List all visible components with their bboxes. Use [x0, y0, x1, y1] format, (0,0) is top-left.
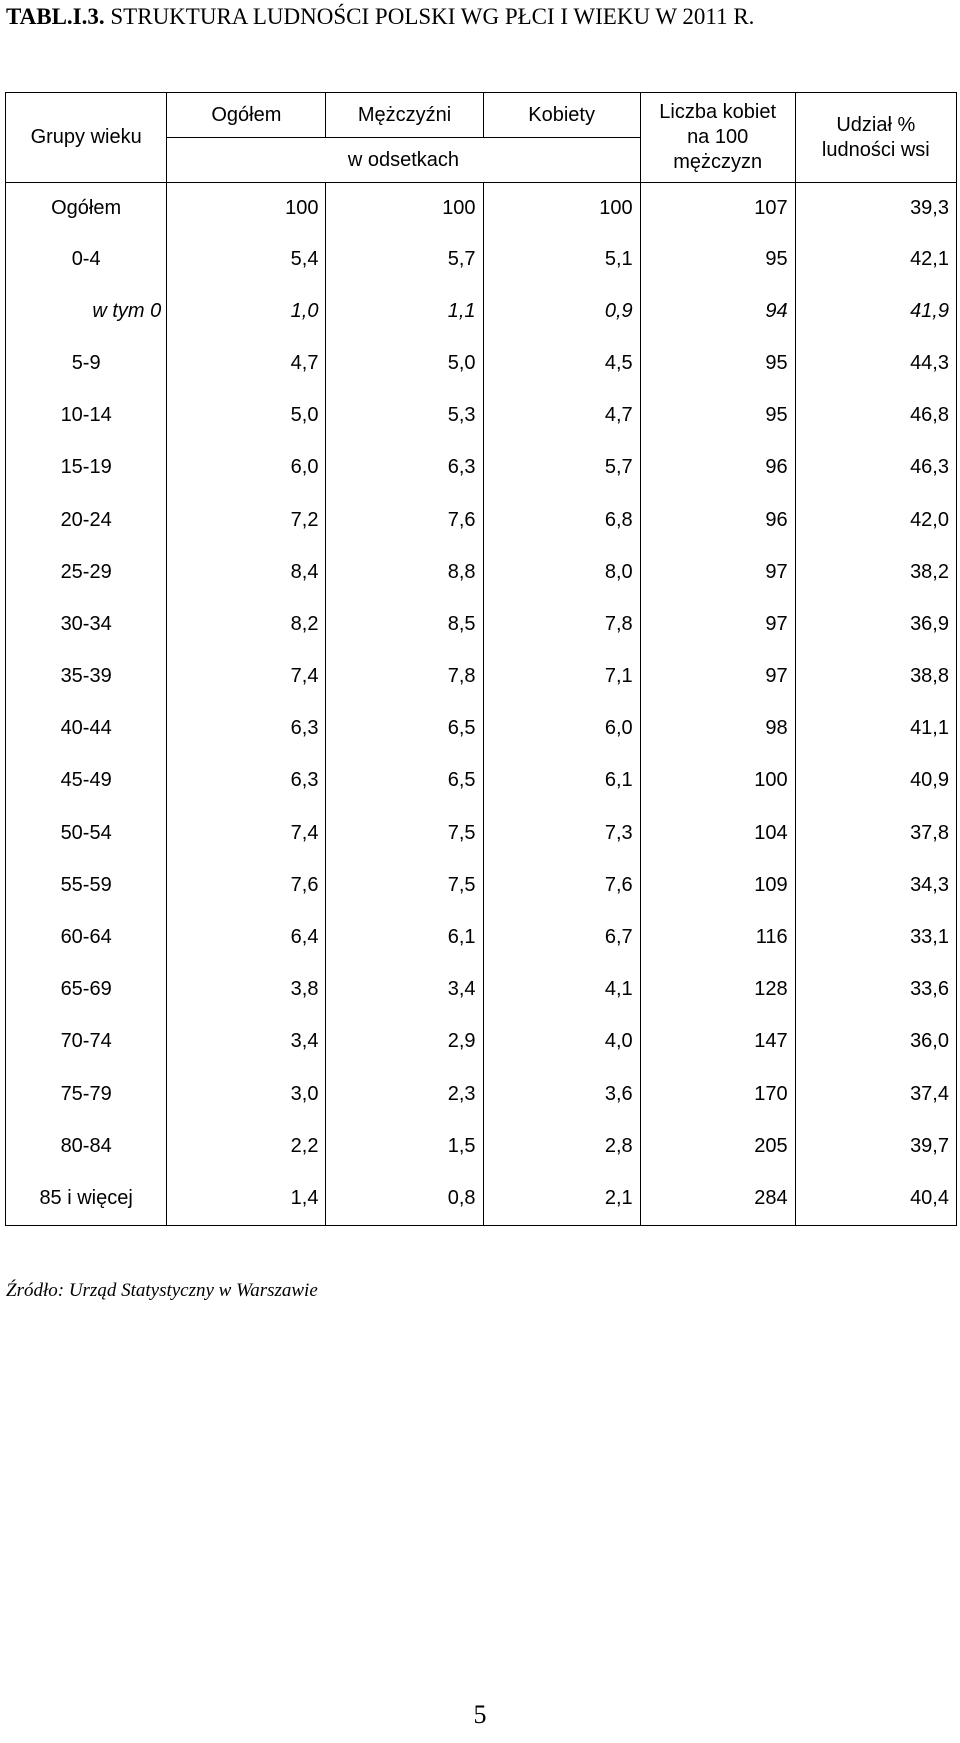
- cell-ratio: 97: [640, 651, 795, 703]
- cell-rural: 38,2: [795, 546, 956, 598]
- cell-total: 5,4: [167, 233, 326, 285]
- cell-women: 6,0: [483, 703, 640, 755]
- cell-rural: 46,8: [795, 390, 956, 442]
- cell-group: 30-34: [6, 598, 167, 650]
- cell-ratio: 170: [640, 1068, 795, 1120]
- cell-men: 1,5: [326, 1120, 483, 1172]
- header-age-groups: Grupy wieku: [6, 93, 167, 183]
- cell-total: 6,4: [167, 911, 326, 963]
- cell-rural: 39,3: [795, 183, 956, 234]
- cell-men: 5,0: [326, 337, 483, 389]
- cell-group: w tym 0: [6, 285, 167, 337]
- cell-women: 5,7: [483, 442, 640, 494]
- cell-total: 5,0: [167, 390, 326, 442]
- cell-total: 8,2: [167, 598, 326, 650]
- cell-ratio: 100: [640, 755, 795, 807]
- table-title-text: STRUKTURA LUDNOŚCI POLSKI WG PŁCI I WIEKU W 2011 R.: [104, 4, 755, 29]
- table-row: [6, 964, 957, 1016]
- cell-rural: 41,9: [795, 285, 956, 337]
- cell-men: 8,5: [326, 598, 483, 650]
- cell-women: 6,8: [483, 494, 640, 546]
- cell-ratio: 96: [640, 442, 795, 494]
- cell-rural: 38,8: [795, 651, 956, 703]
- header-women: Kobiety: [483, 93, 640, 138]
- cell-group: 0-4: [6, 233, 167, 285]
- cell-women: 0,9: [483, 285, 640, 337]
- table-row: [6, 1016, 957, 1068]
- cell-ratio: 104: [640, 807, 795, 859]
- cell-women: 2,1: [483, 1172, 640, 1225]
- cell-men: 8,8: [326, 546, 483, 598]
- cell-group: 15-19: [6, 442, 167, 494]
- cell-men: 6,1: [326, 911, 483, 963]
- cell-ratio: 284: [640, 1172, 795, 1225]
- cell-men: 0,8: [326, 1172, 483, 1225]
- cell-women: 6,7: [483, 911, 640, 963]
- cell-group: 55-59: [6, 859, 167, 911]
- table-row: [6, 183, 957, 234]
- table-row: [6, 859, 957, 911]
- cell-group: Ogółem: [6, 183, 167, 234]
- table-row: [6, 651, 957, 703]
- page-number: 5: [473, 1700, 487, 1729]
- cell-rural: 36,9: [795, 598, 956, 650]
- cell-total: 6,3: [167, 703, 326, 755]
- cell-group: 85 i więcej: [6, 1172, 167, 1225]
- cell-ratio: 95: [640, 337, 795, 389]
- cell-total: 1,4: [167, 1172, 326, 1225]
- cell-women: 7,6: [483, 859, 640, 911]
- cell-men: 5,7: [326, 233, 483, 285]
- cell-women: 7,8: [483, 598, 640, 650]
- header-ratio: Liczba kobiet na 100 mężczyzn: [640, 93, 795, 183]
- table-number: TABL.I.3.: [6, 4, 105, 29]
- table-row: [6, 755, 957, 807]
- cell-men: 7,5: [326, 807, 483, 859]
- cell-rural: 42,1: [795, 233, 956, 285]
- cell-total: 3,4: [167, 1016, 326, 1068]
- table-row: [6, 442, 957, 494]
- cell-total: 6,3: [167, 755, 326, 807]
- population-table: [5, 92, 957, 1226]
- table-row: [6, 337, 957, 389]
- cell-ratio: 98: [640, 703, 795, 755]
- cell-ratio: 95: [640, 233, 795, 285]
- cell-women: 100: [483, 183, 640, 234]
- cell-women: 4,1: [483, 964, 640, 1016]
- cell-women: 5,1: [483, 233, 640, 285]
- table-row: [6, 1120, 957, 1172]
- table-row: [6, 703, 957, 755]
- cell-women: 6,1: [483, 755, 640, 807]
- cell-men: 3,4: [326, 964, 483, 1016]
- cell-group: 20-24: [6, 494, 167, 546]
- cell-men: 6,5: [326, 755, 483, 807]
- cell-total: 7,4: [167, 807, 326, 859]
- cell-women: 4,0: [483, 1016, 640, 1068]
- table-row: [6, 807, 957, 859]
- table-row: [6, 390, 957, 442]
- cell-total: 2,2: [167, 1120, 326, 1172]
- cell-rural: 34,3: [795, 859, 956, 911]
- cell-men: 7,5: [326, 859, 483, 911]
- cell-rural: 36,0: [795, 1016, 956, 1068]
- cell-group: 45-49: [6, 755, 167, 807]
- table-row: [6, 494, 957, 546]
- cell-men: 2,9: [326, 1016, 483, 1068]
- cell-total: 3,8: [167, 964, 326, 1016]
- cell-group: 65-69: [6, 964, 167, 1016]
- cell-rural: 42,0: [795, 494, 956, 546]
- cell-men: 7,6: [326, 494, 483, 546]
- cell-ratio: 147: [640, 1016, 795, 1068]
- table-title: [6, 4, 754, 30]
- cell-rural: 41,1: [795, 703, 956, 755]
- cell-rural: 40,4: [795, 1172, 956, 1225]
- cell-women: 7,3: [483, 807, 640, 859]
- table-row: [6, 546, 957, 598]
- cell-rural: 40,9: [795, 755, 956, 807]
- cell-ratio: 94: [640, 285, 795, 337]
- cell-women: 3,6: [483, 1068, 640, 1120]
- table-row: [6, 285, 957, 337]
- cell-group: 60-64: [6, 911, 167, 963]
- cell-men: 6,3: [326, 442, 483, 494]
- cell-women: 2,8: [483, 1120, 640, 1172]
- cell-ratio: 109: [640, 859, 795, 911]
- cell-men: 6,5: [326, 703, 483, 755]
- cell-rural: 37,8: [795, 807, 956, 859]
- cell-total: 3,0: [167, 1068, 326, 1120]
- source-note: Źródło: Urząd Statystyczny w Warszawie: [6, 1280, 318, 1301]
- cell-group: 70-74: [6, 1016, 167, 1068]
- cell-total: 7,2: [167, 494, 326, 546]
- cell-group: 80-84: [6, 1120, 167, 1172]
- cell-total: 4,7: [167, 337, 326, 389]
- cell-ratio: 128: [640, 964, 795, 1016]
- cell-group: 10-14: [6, 390, 167, 442]
- cell-rural: 33,6: [795, 964, 956, 1016]
- cell-women: 4,7: [483, 390, 640, 442]
- cell-total: 6,0: [167, 442, 326, 494]
- cell-total: 8,4: [167, 546, 326, 598]
- cell-men: 1,1: [326, 285, 483, 337]
- cell-women: 8,0: [483, 546, 640, 598]
- cell-men: 7,8: [326, 651, 483, 703]
- cell-total: 7,4: [167, 651, 326, 703]
- table-row: [6, 233, 957, 285]
- cell-ratio: 97: [640, 598, 795, 650]
- cell-ratio: 97: [640, 546, 795, 598]
- cell-rural: 37,4: [795, 1068, 956, 1120]
- cell-women: 7,1: [483, 651, 640, 703]
- cell-men: 100: [326, 183, 483, 234]
- cell-group: 25-29: [6, 546, 167, 598]
- cell-total: 7,6: [167, 859, 326, 911]
- cell-group: 35-39: [6, 651, 167, 703]
- header-total: Ogółem: [167, 93, 326, 138]
- table-row: [6, 1172, 957, 1225]
- cell-rural: 33,1: [795, 911, 956, 963]
- cell-ratio: 96: [640, 494, 795, 546]
- cell-ratio: 116: [640, 911, 795, 963]
- cell-total: 1,0: [167, 285, 326, 337]
- cell-group: 5-9: [6, 337, 167, 389]
- cell-men: 2,3: [326, 1068, 483, 1120]
- cell-rural: 46,3: [795, 442, 956, 494]
- cell-group: 40-44: [6, 703, 167, 755]
- cell-ratio: 205: [640, 1120, 795, 1172]
- header-rural: Udział % ludności wsi: [795, 93, 956, 183]
- table-row: [6, 1068, 957, 1120]
- header-unit: w odsetkach: [167, 138, 640, 183]
- cell-women: 4,5: [483, 337, 640, 389]
- cell-rural: 39,7: [795, 1120, 956, 1172]
- header-men: Mężczyźni: [326, 93, 483, 138]
- table-row: [6, 911, 957, 963]
- cell-group: 75-79: [6, 1068, 167, 1120]
- cell-rural: 44,3: [795, 337, 956, 389]
- table-row: [6, 598, 957, 650]
- cell-total: 100: [167, 183, 326, 234]
- cell-ratio: 95: [640, 390, 795, 442]
- cell-group: 50-54: [6, 807, 167, 859]
- cell-men: 5,3: [326, 390, 483, 442]
- cell-ratio: 107: [640, 183, 795, 234]
